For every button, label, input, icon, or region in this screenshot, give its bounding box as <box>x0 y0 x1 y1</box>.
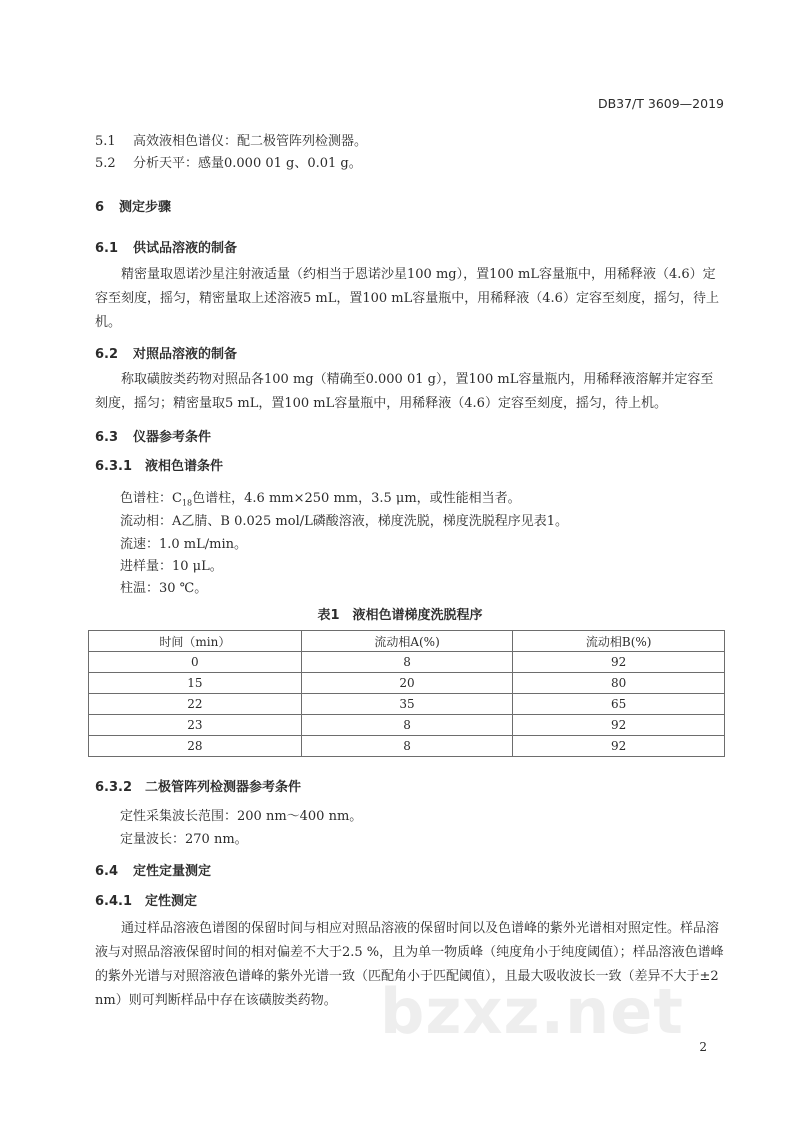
section-6-4-1-heading: 6.4.1 定性测定 <box>95 894 198 909</box>
table-row <box>89 736 725 757</box>
standard-code: DB37/T 3609—2019 <box>597 96 724 111</box>
table-cell: 0 <box>89 652 302 673</box>
section-6-2-paragraph: 称取磺胺类药物对照品各100 mg（精确至0.000 01 g），置100 mL容量瓶内，用稀释液溶解并定容至刻度，摇匀；精密量取5 mL，置100 mL容量瓶中，用稀释液（4.6）定容至刻度，摇匀，待上机。 <box>95 372 714 411</box>
table-row <box>89 673 725 694</box>
watermark: bzxz.net <box>380 975 684 1048</box>
table-cell: 20 <box>301 673 513 694</box>
table-cell: 8 <box>301 736 513 757</box>
table-header-phase-a: 流动相A(%) <box>301 631 513 652</box>
flow-rate: 流速：1.0 mL/min。 <box>120 537 248 552</box>
table-cell: 8 <box>301 715 513 736</box>
table-header-row <box>89 631 725 652</box>
clause-5-1: 5.1 高效液相色谱仪：配二极管阵列检测器。 <box>95 134 368 149</box>
section-6-3-2-heading: 6.3.2 二极管阵列检测器参考条件 <box>95 780 302 795</box>
section-6-3-1-heading: 6.3.1 液相色谱条件 <box>95 459 224 474</box>
table-row <box>89 652 725 673</box>
table-header-time: 时间（min） <box>89 631 302 652</box>
section-6-3-heading: 6.3 仪器参考条件 <box>95 430 212 445</box>
table-cell: 23 <box>89 715 302 736</box>
section-6-heading: 6 测定步骤 <box>95 200 172 215</box>
page-number: 2 <box>699 1040 707 1054</box>
table-cell: 28 <box>89 736 302 757</box>
column-temperature: 柱温：30 ℃。 <box>120 581 208 596</box>
table-cell: 65 <box>513 694 725 715</box>
wavelength-range: 定性采集波长范围：200 nm～400 nm。 <box>120 809 363 824</box>
clause-5-2: 5.2 分析天平：感量0.000 01 g、0.01 g。 <box>95 156 362 171</box>
injection-volume: 进样量：10 μL。 <box>120 559 223 574</box>
section-6-2-heading: 6.2 对照品溶液的制备 <box>95 347 238 362</box>
table-cell: 80 <box>513 673 725 694</box>
table-cell: 22 <box>89 694 302 715</box>
mobile-phase: 流动相：A乙腈、B 0.025 mol/L磷酸溶液，梯度洗脱，梯度洗脱程序见表1。 <box>120 514 569 529</box>
section-6-1-heading: 6.1 供试品溶液的制备 <box>95 241 238 256</box>
section-6-4-1-paragraph: 通过样品溶液色谱图的保留时间与相应对照品溶液的保留时间以及色谱峰的紫外光谱相对照定性。样品溶液与对照品溶液保留时间的相对偏差不大于2.5 %，且为单一物质峰（纯度角小于纯度阈值）；样品溶液色谱峰的紫外光谱与对照溶液色谱峰的紫外光谱一致（匹配角小于匹配阈值），且最大吸收波长一致（差异不大于±2 nm）则可判断样品中存在该磺胺类药物。 <box>95 921 724 1008</box>
gradient-table <box>88 630 725 757</box>
quant-wavelength: 定量波长：270 nm。 <box>120 832 248 847</box>
table-cell: 15 <box>89 673 302 694</box>
table-row <box>89 715 725 736</box>
section-6-1-paragraph: 精密量取恩诺沙星注射液适量（约相当于恩诺沙星100 mg），置100 mL容量瓶中，用稀释液（4.6）定容至刻度，摇匀，精密量取上述溶液5 mL，置100 mL容量瓶中，用稀释液（4.6）定容至刻度，摇匀，待上机。 <box>95 267 719 330</box>
table-cell: 35 <box>301 694 513 715</box>
table-header-phase-b: 流动相B(%) <box>513 631 725 652</box>
table-cell: 92 <box>513 652 725 673</box>
table-caption: 表1 液相色谱梯度洗脱程序 <box>317 608 483 623</box>
section-6-4-heading: 6.4 定性定量测定 <box>95 864 212 879</box>
table-cell: 92 <box>513 715 725 736</box>
table-cell: 92 <box>513 736 725 757</box>
table-cell: 8 <box>301 652 513 673</box>
column-condition: 色谱柱：$C_{18}$色谱柱，4.6 mm×250 mm，3.5 μm，或性能相当者。 <box>120 491 521 508</box>
table-row <box>89 694 725 715</box>
